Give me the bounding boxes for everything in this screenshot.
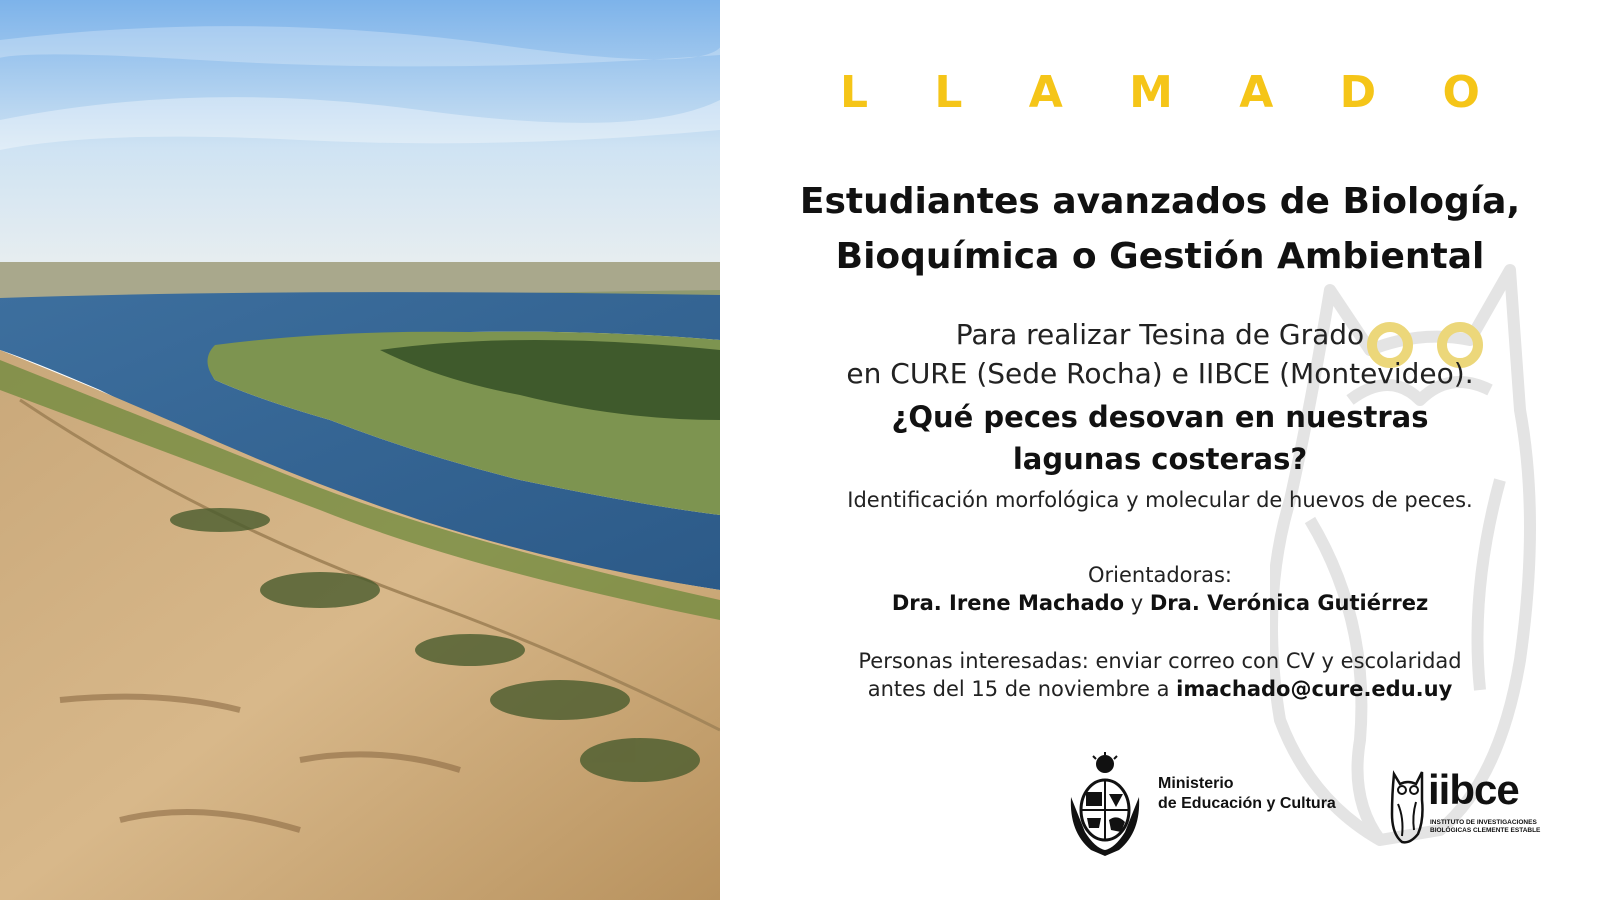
identification-text: Identificación morfológica y molecular de huevos de peces. [847,488,1473,512]
title-letter: O [1442,66,1480,118]
mec-line-1: Ministerio [1158,775,1234,792]
orientadora-2: Dra. Verónica Gutiérrez [1149,591,1429,615]
mec-line-2: de Educación y Cultura [1158,795,1336,812]
title-letter: M [1129,66,1173,118]
iibce-sub-line-2: BIOLÓGICAS CLEMENTE ESTABLE [1430,827,1541,834]
landscape-photo [0,0,720,900]
iibce-wordmark: iibce [1428,766,1519,813]
uruguay-coat-of-arms-icon [1063,752,1148,860]
iibce-subtitle [1430,819,1560,835]
purpose-line-2: en CURE (Sede Rocha) e IIBCE (Montevideo). [846,357,1474,390]
email-link[interactable]: imachado@cure.edu.uy [1176,677,1453,701]
iibce-sub-line-1: INSTITUTO DE INVESTIGACIONES [1430,819,1537,826]
contact-line-2 [720,677,1600,701]
question-line-1: ¿Qué peces desovan en nuestras [891,400,1429,434]
mec-name [1158,774,1373,814]
orientadora-1: Dra. Irene Machado [891,591,1125,615]
orientadoras-names [720,591,1600,615]
iibce-logo [1390,766,1560,850]
page-title [840,62,1480,122]
heading-line-1: Estudiantes avanzados de Biología, [799,181,1521,222]
title-letter: D [1339,66,1377,118]
mec-logo [1063,752,1373,860]
contact-prefix: antes del 15 de noviembre a [867,677,1177,701]
orientadoras-label: Orientadoras: [1087,563,1233,587]
conjunction: y [1124,591,1150,615]
heading-line-2: Bioquímica o Gestión Ambiental [835,236,1485,277]
title-letter: A [1239,66,1274,118]
owl-logo-icon [1390,770,1426,846]
title-letter: L [840,66,869,118]
contact-line-1: Personas interesadas: enviar correo con CV y escolaridad [858,649,1462,673]
question-line-2: lagunas costeras? [1012,442,1308,476]
purpose-line-1: Para realizar Tesina de Grado [955,318,1365,351]
title-letter: L [934,66,963,118]
title-letter: A [1028,66,1063,118]
